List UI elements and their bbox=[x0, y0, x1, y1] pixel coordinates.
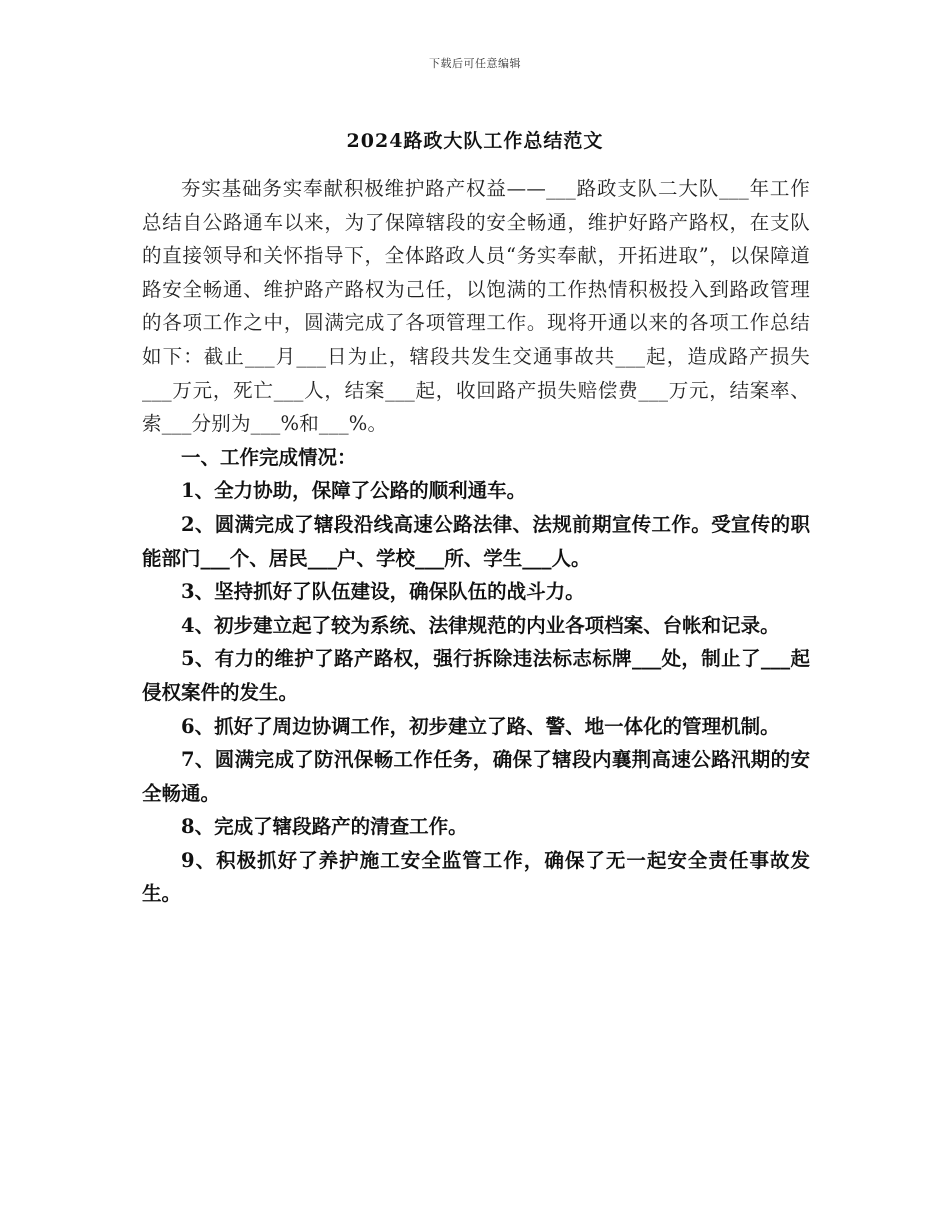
list-item-8: 8、完成了辖段路产的清查工作。 bbox=[181, 815, 468, 839]
list-item-3: 3、坚持抓好了队伍建设，确保队伍的战斗力。 bbox=[181, 580, 585, 604]
list-item-1: 1、全力协助，保障了公路的顺利通车。 bbox=[181, 479, 527, 503]
list-item-6: 6、抓好了周边协调工作，初步建立了路、警、地一体化的管理机制。 bbox=[181, 714, 780, 738]
list-item-9: 9、积极抓好了养护施工安全监管工作，确保了无一起安全责任事故发生。 bbox=[142, 848, 810, 906]
document-title: 2024路政大队工作总结范文 bbox=[346, 130, 604, 152]
header-note: 下载后可任意编辑 bbox=[429, 57, 521, 70]
list-item-4: 4、初步建立起了较为系统、法律规范的内业各项档案、台帐和记录。 bbox=[181, 613, 780, 637]
intro-paragraph: 夯实基础务实奉献积极维护路产权益——___路政支队二大队___年工作总结自公路通车以来，为了保障辖段的安全畅通，维护好路产路权，在支队的直接领导和关怀指导下，全体路政人员“务实奉献，开拓进取”，以保障道路安全畅通、维护路产路权为己任，以饱满的工作热情积极投入到路政管理的各项工作之中，圆满完成了各项管理工作。现将开通以来的各项工作总结如下：截止___月___日为止，辖段共发生交通事故共___起，造成路产损失___万元，死亡___人，结案___起，收回路产损失赔偿费___万元，结案率、索___分别为___%和___%。 bbox=[142, 177, 810, 436]
list-item-2: 2、圆满完成了辖段沿线高速公路法律、法规前期宣传工作。受宣传的职能部门___个、居民___户、学校___所、学生___人。 bbox=[142, 512, 810, 570]
section-heading: 一、工作完成情况： bbox=[181, 445, 357, 469]
list-item-5: 5、有力的维护了路产路权，强行拆除违法标志标牌___处，制止了___起侵权案件的发生。 bbox=[142, 647, 810, 704]
document-body bbox=[142, 172, 810, 911]
list-item-7: 7、圆满完成了防汛保畅工作任务，确保了辖段内襄荆高速公路汛期的安全畅通。 bbox=[142, 748, 810, 805]
